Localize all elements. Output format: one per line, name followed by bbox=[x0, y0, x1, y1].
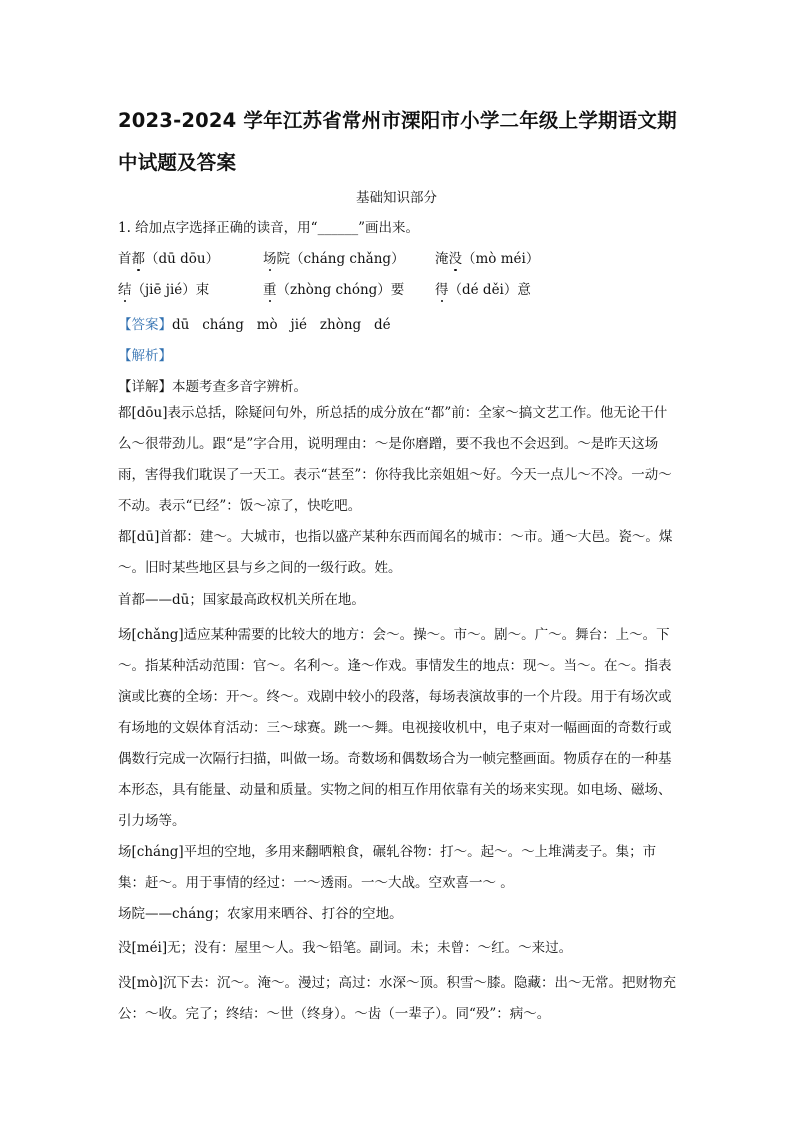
pinyin-item: 淹没（mò méi） bbox=[435, 251, 540, 267]
pinyin-item: 场院（cháng chǎng） bbox=[263, 251, 405, 267]
paragraph-mei: 没[méi]无；没有：屋里～人。我～铅笔。副词。未；未曾：～红。～来过。 bbox=[118, 940, 573, 956]
paragraph-chang3: 场[chǎng]适应某种需要的比较大的地方：会～。操～。市～。剧～。广～。舞台：上～。下～。指某种活动范围：官～。名利～。逢～作戏。事情发生的地点：现～。当～。在～。指表演或比赛的全场：开～。终～。戏剧中较小的段落，每场表演故事的一个片段。用于有场次或有场地的文娱体育活动：三～球赛。跳一～舞。电视接收机中，电子束对一幅画面的奇数行或偶数行完成一次隔行扫描，叫做一场。奇数场和偶数场合为一帧完整画面。物质存在的一种基本形态，具有能量、动量和质量。实物之间的相互作用依靠有关的场来实现。如电场、磁场、引力场等。 bbox=[118, 627, 672, 829]
page-title: 2023-2024 学年江苏省常州市溧阳市小学二年级上学期语文期中试题及答案 bbox=[118, 109, 677, 174]
paragraph-changyuan: 场院——cháng；农家用来晒谷、打谷的空地。 bbox=[118, 906, 403, 922]
paragraph-du: 都[dū]首都：建～。大城市，也指以盛产某种东西而闻名的城市：～市。通～大邑。瓷～。煤～。旧时某些地区县与乡之间的一级行政。姓。 bbox=[118, 529, 673, 576]
pinyin-item: 重（zhòng chóng）要 bbox=[263, 282, 405, 298]
question-1-row-2 bbox=[118, 278, 683, 298]
answer-text: dū cháng mò jié zhòng dé bbox=[172, 317, 391, 333]
pinyin-item: 首都（dū dōu） bbox=[118, 251, 220, 267]
answer-tag: 【答案】 bbox=[118, 317, 172, 333]
analysis-tag: 【解析】 bbox=[118, 348, 172, 364]
question-1-prompt: 1. 给加点字选择正确的读音，用“______”画出来。 bbox=[118, 220, 419, 236]
paragraph-chang2: 场[cháng]平坦的空地，多用来翻晒粮食，碾轧谷物：打～。起～。～上堆满麦子。集；市集：赶～。用于事情的经过：一～透雨。一～大战。空欢喜一～ 。 bbox=[118, 844, 657, 891]
detail-line: 【详解】本题考查多音字辨析。 bbox=[118, 379, 307, 395]
paragraph-dou: 都[dōu]表示总括，除疑问句外，所总括的成分放在“都”前：全家～搞文艺工作。他无论干什么～很带劲儿。跟“是”字合用，说明理由：～是你磨蹭，要不我也不会迟到。～是昨天这场雨，害得我们耽误了一天工。表示“甚至”：你待我比亲姐姐～好。今天一点儿～不冷。一动～不动。表示“已经”：饭～凉了，快吃吧。 bbox=[118, 405, 672, 514]
paragraph-mo: 没[mò]沉下去：沉～。淹～。漫过；高过：水深～顶。积雪～膝。隐藏：出～无常。把财物充公：～收。完了；终结：～世（终身）。～齿（一辈子）。同“殁”：病～。 bbox=[118, 975, 676, 1022]
pinyin-item: 结（jiē jié）束 bbox=[118, 282, 210, 298]
pinyin-item: 得（dé děi）意 bbox=[435, 282, 531, 298]
section-heading: 基础知识部分 bbox=[356, 190, 437, 206]
answer-line bbox=[118, 313, 683, 333]
question-1-row-1 bbox=[118, 247, 683, 267]
paragraph-shoudu: 首都——dū；国家最高政权机关所在地。 bbox=[118, 592, 365, 608]
